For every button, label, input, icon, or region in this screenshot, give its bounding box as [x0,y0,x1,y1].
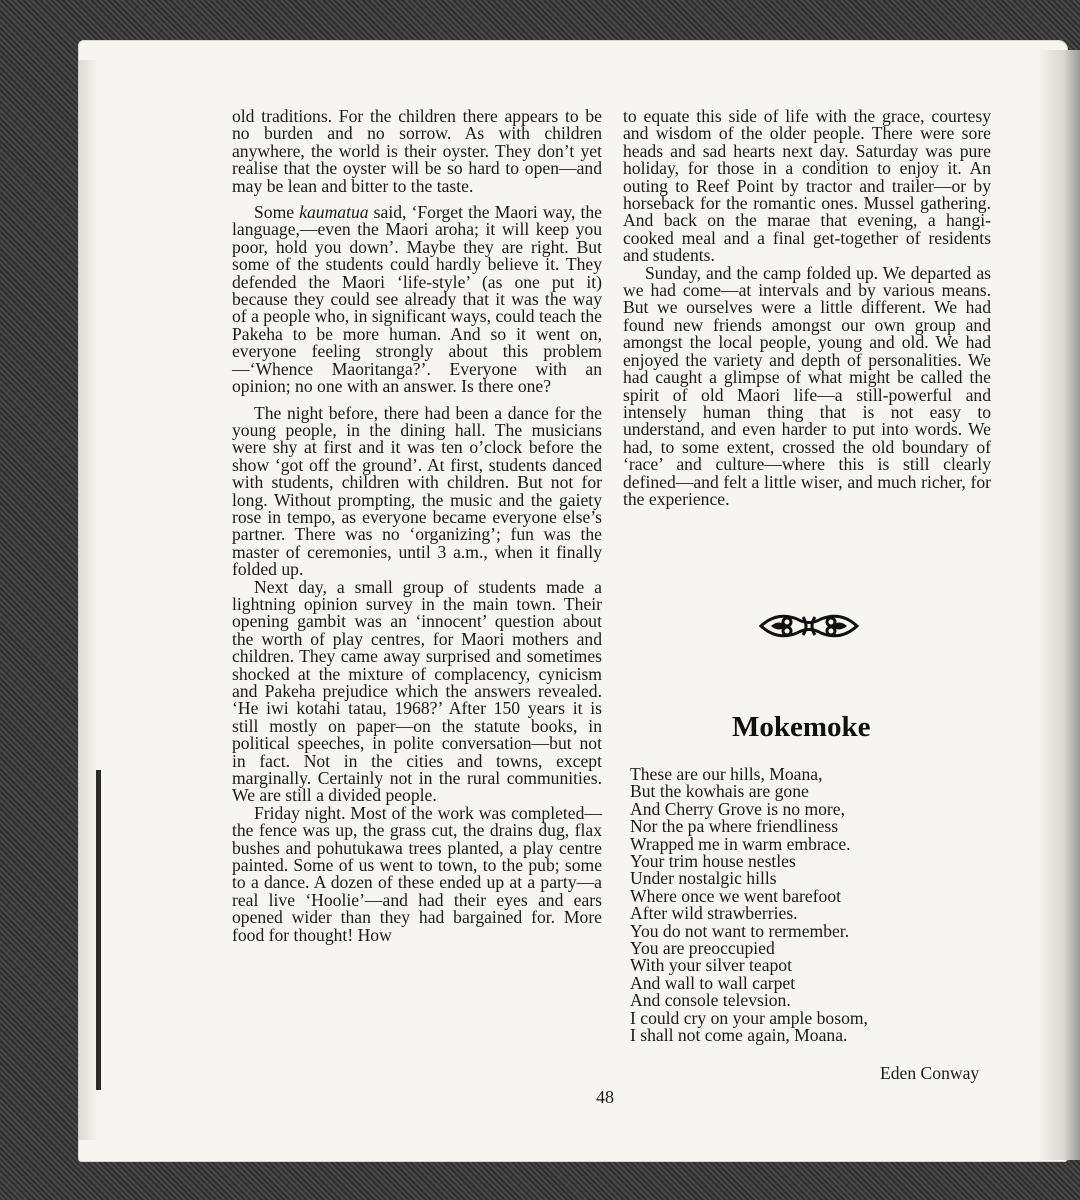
poem-line: Under nostalgic hills [630,868,777,889]
paragraph: old traditions. For the children there appears to be no burden and no sorrow. As with children anywhere, the world is their oyster. They don’t yet realise that the oyster will be so hard to open—and may be lean and bitter to the taste. [232,106,602,196]
poem-line: I shall not come again, Moana. [630,1025,848,1046]
poem-line: Where once we went barefoot [630,885,842,906]
poem-line: You are preoccupied [630,938,775,959]
poem-line: I could cry on your ample bosom, [630,1007,868,1028]
page-edge [1040,50,1080,1160]
paragraph-start: Some [254,202,300,223]
left-column [232,108,602,944]
poem-line: Your trim house nestles [630,851,796,872]
poem-line: Wrapped me in warm embrace. [630,833,851,854]
paragraph: to equate this side of life with the grace, courtesy and wisdom of the older people. There were sore heads and sad hearts next day. Saturday was pure holiday, for those in a condition to enjoy it. An outing to Reef Point by tractor and trailer—or by horseback for the romantic ones. Mussel gathering. And back on the marae that evening, a hangi-cooked meal and a final get-together of residents and students. [623,106,991,266]
paragraph: Sunday, and the camp folded up. We departed as we had come—at intervals and by various means. But we ourselves were a little different. We had found new friends amongst our own group and amongst the local people, young and old. We had enjoyed the variety and depth of personalities. We had caught a glimpse of what might be called the spirit of old Maori life—a still-powerful and intensely human thing that is not easy to understand, and even harder to put into words. We had, to some extent, crossed the old boundary of ‘race’ and culture—where this is still clearly defined—and felt a little wiser, and much richer, for the experience. [623,262,991,509]
poem-line: But the kowhais are gone [630,781,809,802]
poem-author: Eden Conway [880,1063,980,1083]
right-column [623,108,991,508]
poem-line: With your silver teapot [630,955,792,976]
poem-line: You do not want to rermember. [630,920,850,941]
poem-line: And Cherry Grove is no more, [630,798,845,819]
paragraph: The night before, there had been a dance for the young people, in the dining hall. The musicians were shy at first and it was ten o’clock before the show ‘got off the ground’. At first, students danced with students, children with children. But not for long. Without prompting, the music and the gaiety rose in tempo, as everyone became everyone else’s partner. There was no ‘organizing’; fun was the master of ceremonies, until 3 a.m., when it finally folded up. [232,402,602,580]
paragraph: Friday night. Most of the work was completed—the fence was up, the grass cut, the drains dug, flax bushes and pohutukawa trees planted, a play centre painted. Some of us went to town, to the pub; some to a dance. A dozen of these ended up at a party—a real live ‘Hoolie’—and had their eyes and ears opened wider than they had bargained for. More food for thought! How [232,802,602,945]
italic-word: kaumatua [299,202,369,223]
margin-mark [96,770,101,1090]
paragraph-rest: said, ‘Forget the Maori way, the language,—even the Maori aroha; it will keep you poor, hold you down’. Maybe they are right. But some of the students could hardly believe it. They defended the Maori ‘life-style’ (as one put it) because they could see already that it was the way of a people who, in significant ways, could teach the Pakeha to be more human. And so it went on, everyone feeling strongly about this problem—‘Whence Maoritanga?’. Everyone with an opinion; no one with an answer. Is there one? [232,202,602,397]
page-gutter-shadow [78,60,96,1140]
paragraph-kaumatua [232,204,602,395]
koru-ornament-icon [757,609,861,643]
poem-body [630,766,990,1045]
poem-line: Nor the pa where friendliness [630,816,839,837]
poem-line: And console televsion. [630,990,791,1011]
poem-title: Mokemoke [732,711,871,743]
paragraph: Next day, a small group of students made a lightning opinion survey in the main town. Their opening gambit was an ‘innocent’ question about the worth of play centres, for Maori mothers and children. They came away surprised and sometimes shocked at the mixture of complacency, cynicism and Pakeha prejudice which the answers revealed. ‘He iwi kotahi tatau, 1968?’ After 150 years it is still mostly on paper—on the statute books, in political speeches, in polite conversation—but not in fact. Not in the cities and towns, except marginally. Certainly not in the rural communities. We are still a divided people. [232,576,602,806]
poem-line: And wall to wall carpet [630,972,796,993]
poem-line: These are our hills, Moana, [630,764,823,784]
poem-line: After wild strawberries. [630,903,798,924]
page-number: 48 [596,1087,614,1107]
